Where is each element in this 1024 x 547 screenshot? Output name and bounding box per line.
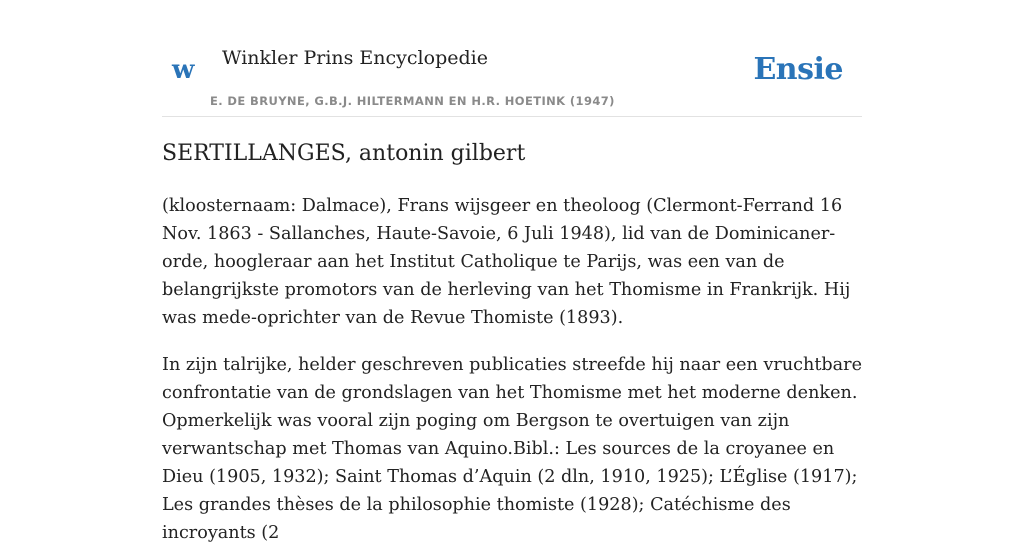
ensie-logo[interactable]: Ensie — [753, 52, 843, 87]
source-authors: E. DE BRUYNE, G.B.J. HILTERMANN EN H.R. HOETINK (1947) — [210, 94, 615, 108]
article-paragraph: In zijn talrijke, helder geschreven publicaties streefde hij naar een vruchtbare confrontatie van de grondslagen van het Thomisme met het moderne denken. Opmerkelijk was vooral zijn poging om Bergson te overtuigen van zijn verwantschap met Thomas van Aquino.Bibl.: Les sources de la croyanee en Dieu (1905, 1932); Saint Thomas d’Aquin (2 dln, 1910, 1925); L’Église (1917); Les grandes thèses de la philosophie thomiste (1928); Catéchisme des incroyants (2 — [162, 355, 862, 543]
article-paragraph: (kloosternaam: Dalmace), Frans wijsgeer en theoloog (Clermont-Ferrand 16 Nov. 1863 - Sallanches, Haute-Savoie, 6 Juli 1948), lid van de Dominicaner-orde, hoogleraar aan het Institut Catholique te Parijs, was een van de belangrijkste promotors van de herleving van het Thomisme in Frankrijk. Hij was mede-oprichter van de Revue Thomiste (1893). — [162, 196, 851, 328]
header — [162, 0, 862, 117]
source-logo[interactable]: w — [172, 55, 195, 85]
article — [162, 135, 862, 547]
article-title: SERTILLANGES, antonin gilbert — [162, 141, 526, 166]
source-title[interactable]: Winkler Prins Encyclopedie — [222, 47, 488, 69]
